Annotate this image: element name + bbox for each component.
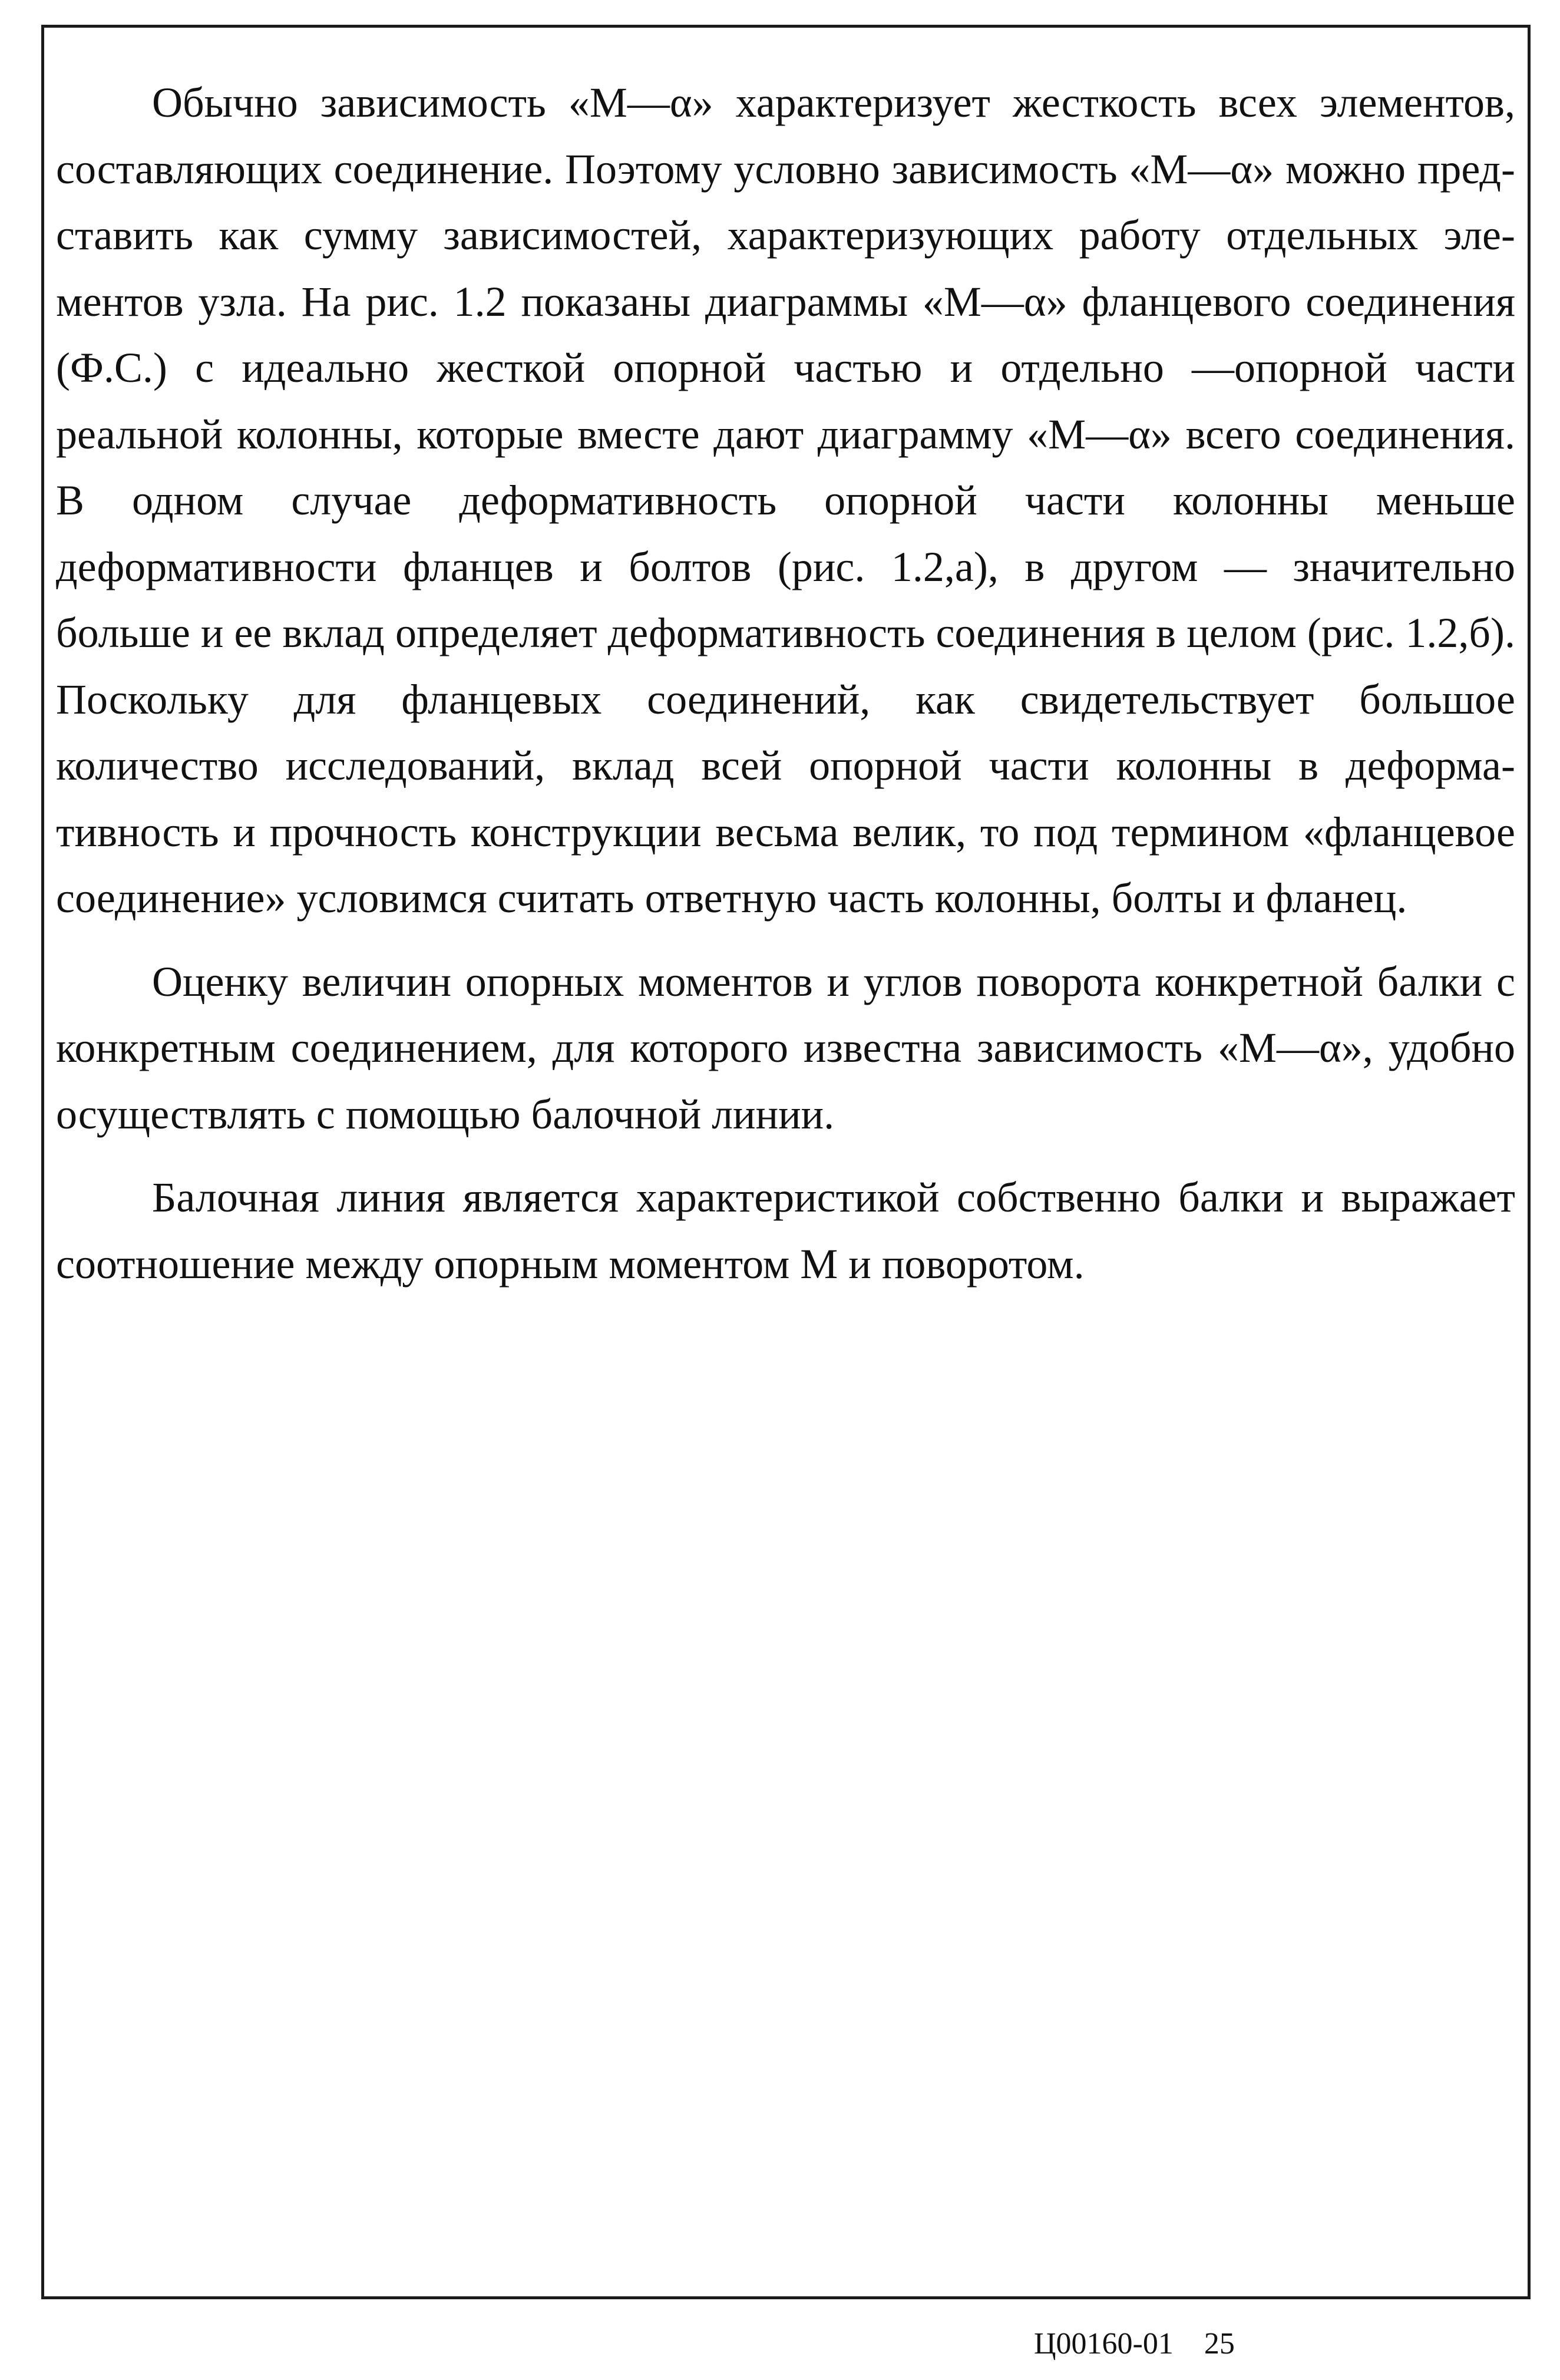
- paragraph-2: Оценку величин опорных моментов и углов поворота конкретной балки с конкретным соединением, для которого известна зависимость «М—α», удобно осуществлять с помощью балочной линии.: [56, 958, 1515, 1138]
- page-number: 25: [1204, 2327, 1235, 2361]
- paragraph-1: Обычно зависимость «М—α» характеризует жесткость всех элементов, составляющих соединение. Поэтому условно зависимость «М—α» можно представить как сумму зависимостей, характеризующих работу отдельных элементов узла. На рис. 1.2 показаны диаграммы «М—α» фланцевого соединения (Ф.С.) с идеально жесткой опорной частью и отдельно —опорной части реальной колонны, которые вместе дают диаграмму «М—α» всего соединения. В одном случае деформативность опорной части колонны меньше деформативности фланцев и болтов (рис. 1.2,а), в другом — значительно больше и ее вклад определяет деформативность соединения в целом (рис. 1.2,б). Поскольку для фланцевых соединений, как свидетельствует большое количество исследований, вклад всей опорной части колонны в деформативность и прочность конструкции весьма велик, то под термином «фланцевое соединение» условимся считать ответную часть колонны, болты и фланец.: [56, 79, 1516, 922]
- document-code: Ц00160-01: [1034, 2327, 1174, 2361]
- body-text: [56, 70, 1515, 1297]
- page-footer: [1034, 2326, 1235, 2362]
- paragraph-3: Балочная линия является характеристикой собственно балки и выражает соотношение между опорным моментом М и поворотом.: [56, 1174, 1515, 1288]
